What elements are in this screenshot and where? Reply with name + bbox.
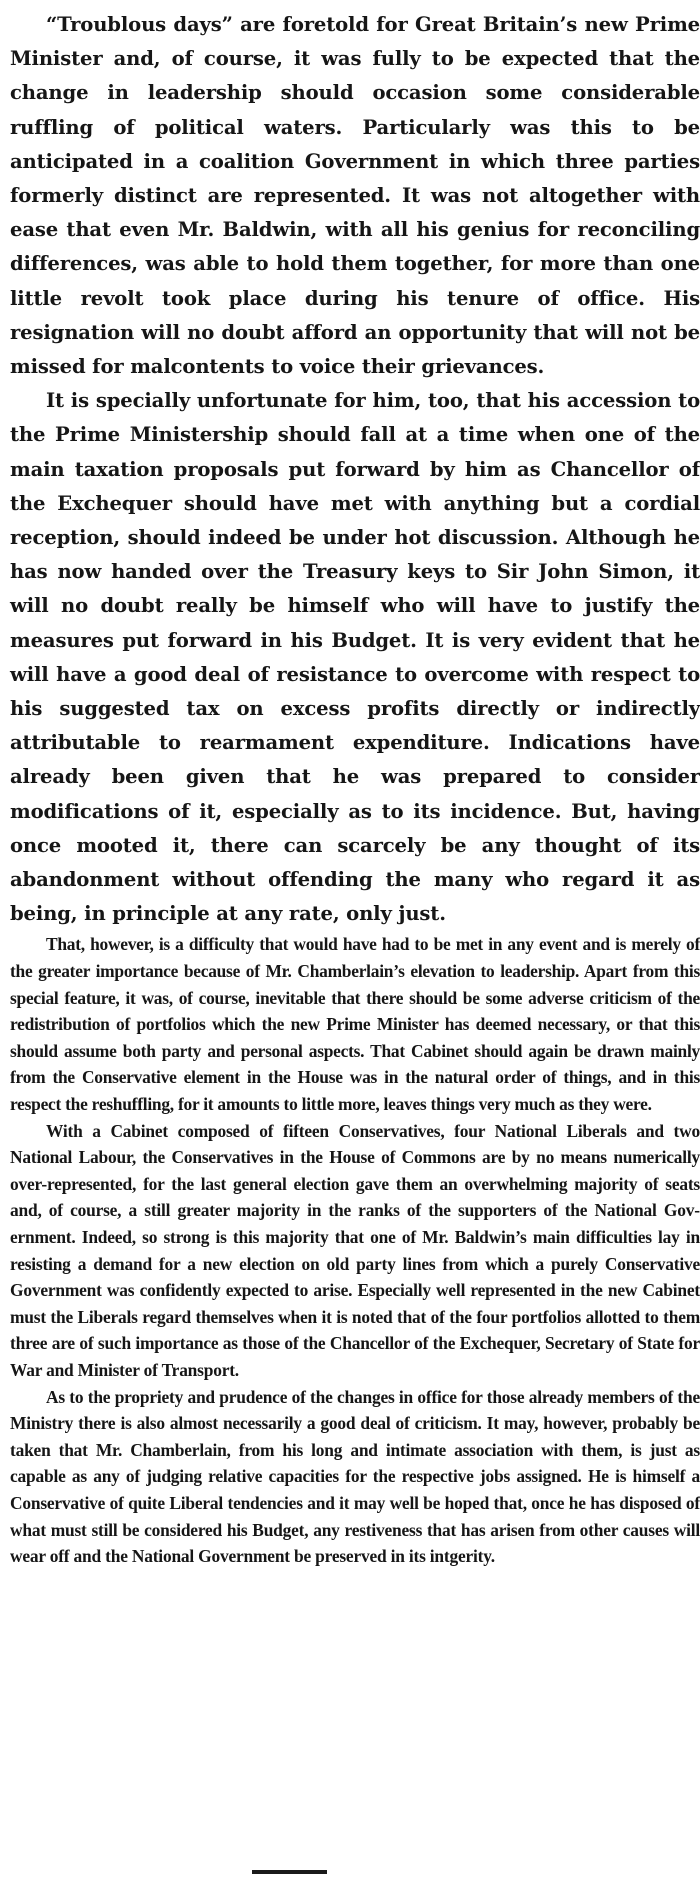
end-rule bbox=[252, 1870, 327, 1874]
article-paragraph-4: With a Cabinet composed of fifteen Conservatives, four National Liberals and two National Labour, the Conservatives in the House of Commons are by no means numerically over-represented, for the last general election gave them an overwhelming majority of seats and, of course, a still greater majority in the ranks of the supporters of the National Government. Indeed, so strong is this majority that one of Mr. Baldwin’s main difficulties lay in resisting a demand for a new election on old party lines from which a purely Conservative Government was confidently expected to arise. Especially well represented in the new Cabinet must the Liberals regard themselves when it is noted that of the four portfolios allotted to them three are of such importance as those of the Chancellor of the Exchequer, Secretary of State for War and Minister of Transport. bbox=[10, 1120, 700, 1380]
article-paragraph-3: That, however, is a difficulty that would have had to be met in any event and is merely of the greater importance because of Mr. Chamberlain’s elevation to leadership. Apart from this special feature, it was, of course, inevitable that there should be some adverse criticism of the redistribution of portfolios which the new Prime Minister has deemed necessary, or that this should assume both party and personal aspects. That Cabinet should again be drawn mainly from the Conservative element in the House was in the natural order of things, and in this respect the reshuffling, for it amounts to little more, leaves things very much as they were. bbox=[10, 934, 700, 1115]
article-paragraph-1: “Troublous days” are foretold for Great Britain’s new Prime Minister and, of course, it was fully to be expected that the change in leadership should occasion some considerable ruffling of political waters. Particularly was this to be anticipated in a coalition Government in which three parties formerly distinct are represented. It was not altogether with ease that even Mr. Baldwin, with all his genius for reconciling differences, was able to hold them together, for more than one little revolt took place during his tenure of office. His resignation will no doubt afford an opportunity that will not be missed for malcontents to voice their grievances. bbox=[10, 13, 700, 379]
article-paragraph-2: It is specially unfortunate for him, too, that his accession to the Prime Ministership should fall at a time when one of the main taxation proposals put forward by him as Chancellor of the Exchequer should have met with anything but a cordial reception, should indeed be under hot discussion. Although he has now handed over the Treasury keys to Sir John Simon, it will no doubt really be himself who will have to justify the measures put forward in his Budget. It is very evident that he will have a good deal of resistance to overcome with respect to his suggested tax on excess profits directly or indirectly attributable to rearmament expenditure. Indications have already been given that he was prepared to consider modifications of it, especially as to its incidence. But, having once mooted it, there can scarcely be any thought of its abandonment without offending the many who regard it as being, in principle at any rate, only just. bbox=[10, 389, 700, 926]
article-column bbox=[10, 8, 700, 1570]
article-paragraph-5: As to the propriety and prudence of the changes in office for those already members of the Ministry there is also almost necessarily a good deal of criticism. It may, however, probably be taken that Mr. Chamberlain, from his long and intimate association with them, is just as capable as any of judging relative capacities for the respective jobs assigned. He is himself a Conservative of quite Liberal tendencies and it may well be hoped that, once he has disposed of what must still be considered his Budget, any restiveness that has arisen from other causes will wear off and the National Government be preserved in its intgerity. bbox=[10, 1386, 700, 1567]
